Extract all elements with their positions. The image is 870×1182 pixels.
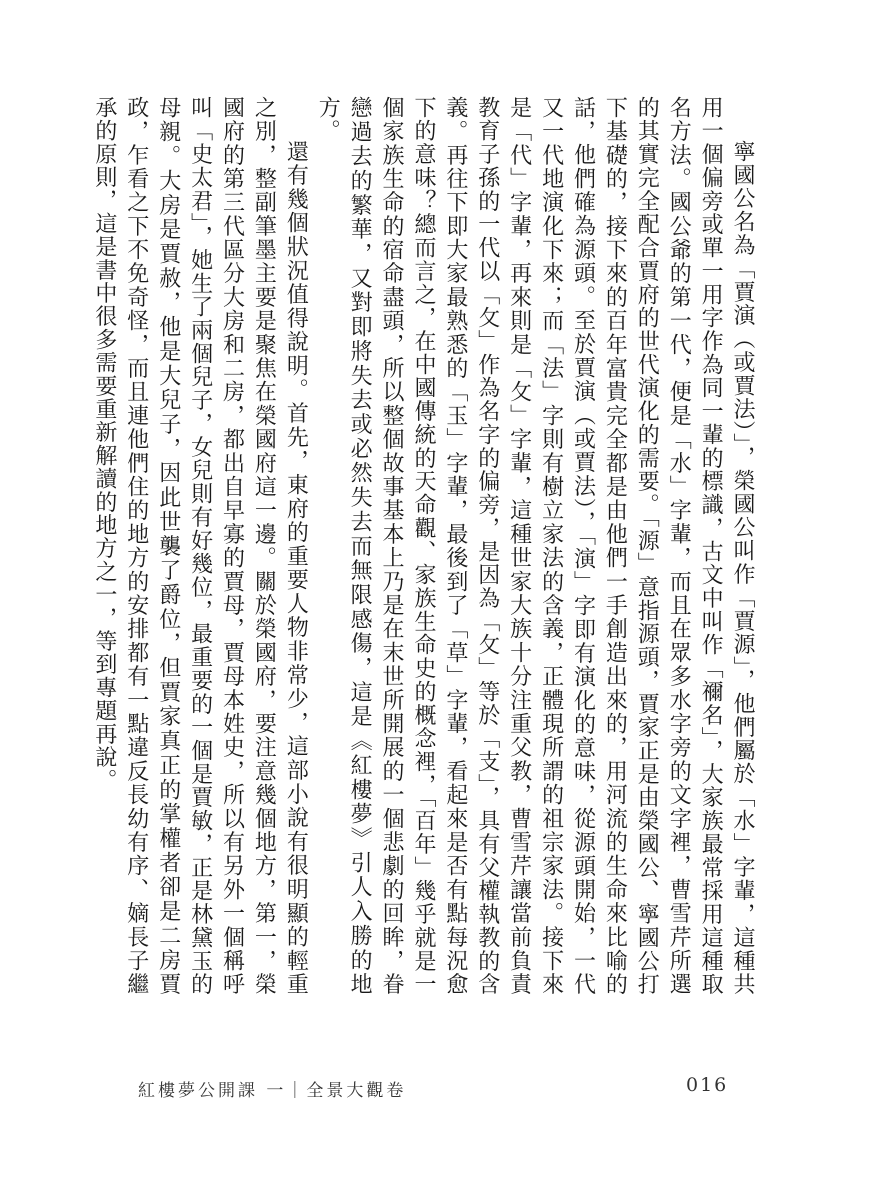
running-footer-title: 紅樓夢公開課 一｜全景大觀卷 — [138, 1081, 407, 1101]
paragraph-2: 還有幾個狀況值得說明。首先，東府的重要人物非常少，這部小說有很明顯的輕重之別，整副筆墨主要是聚焦在榮國府這一邊。關於榮國府，要注意幾個地方，第一，榮國府的第三代區分大房和二房，都出自早寡的賈母，賈母本姓史，所以有另外一個稱呼叫「史太君」，她生了兩個兒子，女兒則有好幾位，最重要的一個是賈敏，正是林黛玉的母親。大房是賈赦，他是大兒子，因此世襲了爵位，但賈家真正的掌權者卻是二房賈政，乍看之下不免奇怪，而且連他們住的地方的安排都有一點違反長幼有序、嫡長子繼承的原則，這是書中很多需要重新解讀的地方之一，等到專題再說。 — [91, 96, 309, 996]
page-number: 016 — [686, 1074, 729, 1096]
vertical-text-body — [91, 96, 758, 996]
paragraph-1: 寧國公名為「賈演（或賈法）」，榮國公叫作「賈源」，他們屬於「水」字輩，這種共用一個偏旁或單一用字作為同一輩的標識，古文中叫作「禰名」，大家族最常採用這種取名方法。國公爺的第一代，便是「水」字輩，而且在眾多水字旁的文字裡，曹雪芹所選的其實完全配合賈府的世代演化的需要。「源」意指源頭，賈家正是由榮國公、寧國公打下基礎的，接下來的百年富貴完全都是由他們一手創造出來的，用河流的生命來比喻的話，他們確為源頭。至於賈演（或賈法），「演」字即有演化的意味，從源頭開始，一代又一代地演化下來；而「法」字則有樹立家法的含義，正體現所謂的祖宗家法。接下來是「代」字輩，再來則是「攵」字輩，這種世家大族十分注重父教，曹雪芹讓當前負責教育子孫的一代以「攵」作為名字的偏旁，是因為「攵」等於「支」，具有父權執教的含義。再往下即大家最熟悉的「玉」字輩，最後到了「草」字輩，看起來是否有點每況愈下的意味？總而言之，在中國傳統的天命觀、家族生命史的概念裡，「百年」幾乎就是一個家族生命的宿命盡頭，所以整個故事基本上乃是在末世所開展的一個悲劇的回眸，眷戀過去的繁華，又對即將失去或必然失去而無限感傷，這是《紅樓夢》引人入勝的地方。 — [315, 96, 755, 996]
